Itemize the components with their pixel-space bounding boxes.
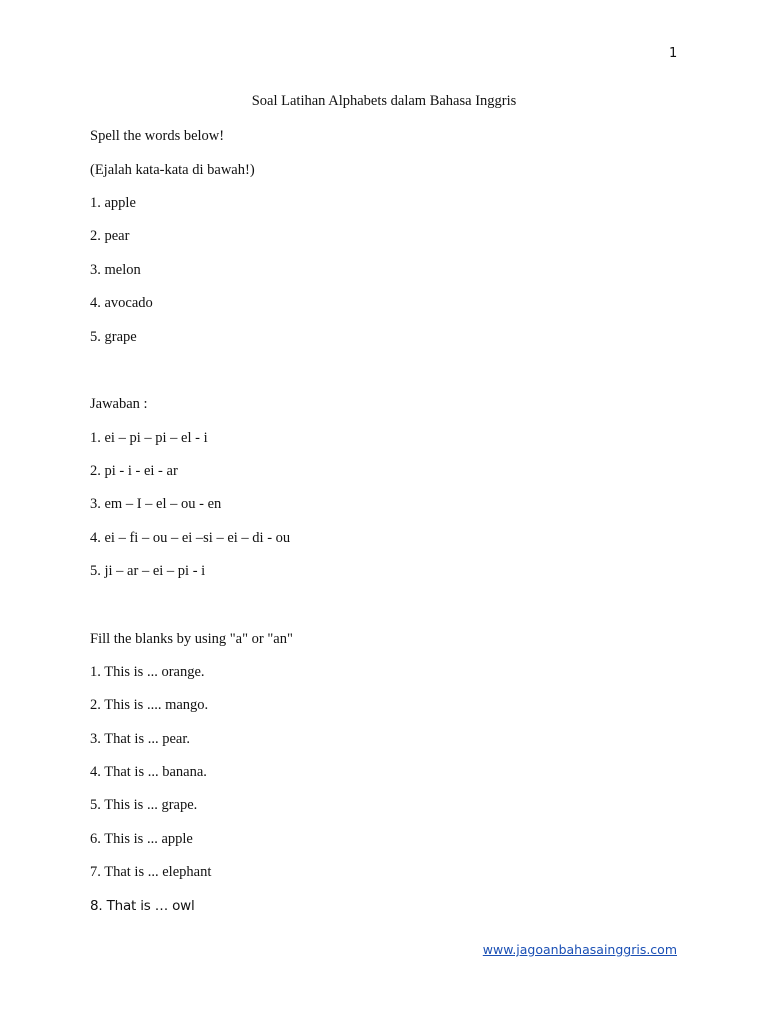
- spell-item: 4. avocado: [90, 295, 153, 311]
- fill-item: 3. That is ... pear.: [90, 731, 191, 747]
- answer-item: 4. ei – fi – ou – ei –si – ei – di - ou: [90, 530, 291, 546]
- fill-item: 6. This is ... apple: [90, 831, 193, 847]
- fill-item: 1. This is ... orange.: [90, 664, 205, 680]
- fill-item: 4. That is ... banana.: [90, 764, 207, 780]
- spell-item: 5. grape: [90, 329, 137, 345]
- answer-item: 2. pi - i - ei - ar: [90, 463, 178, 479]
- fill-instruction: Fill the blanks by using "a" or "an": [90, 631, 293, 647]
- footer-website-link[interactable]: www.jagoanbahasainggris.com: [482, 942, 677, 957]
- page-number: 1: [669, 46, 678, 61]
- answers-heading: Jawaban :: [90, 396, 148, 412]
- spell-item: 2. pear: [90, 228, 130, 244]
- answer-item: 5. ji – ar – ei – pi - i: [90, 563, 206, 579]
- fill-item: 8. That is … owl: [90, 898, 195, 914]
- answer-item: 1. ei – pi – pi – el - i: [90, 430, 208, 446]
- spell-instruction: Spell the words below!: [90, 128, 225, 144]
- fill-item: 7. That is ... elephant: [90, 864, 212, 880]
- answer-item: 3. em – I – el – ou - en: [90, 496, 222, 512]
- fill-item: 5. This is ... grape.: [90, 797, 198, 813]
- fill-item: 2. This is .... mango.: [90, 697, 209, 713]
- spell-instruction-translation: (Ejalah kata-kata di bawah!): [90, 162, 255, 178]
- document-title: Soal Latihan Alphabets dalam Bahasa Inggris: [251, 93, 517, 109]
- spell-item: 3. melon: [90, 262, 141, 278]
- spell-item: 1. apple: [90, 195, 136, 211]
